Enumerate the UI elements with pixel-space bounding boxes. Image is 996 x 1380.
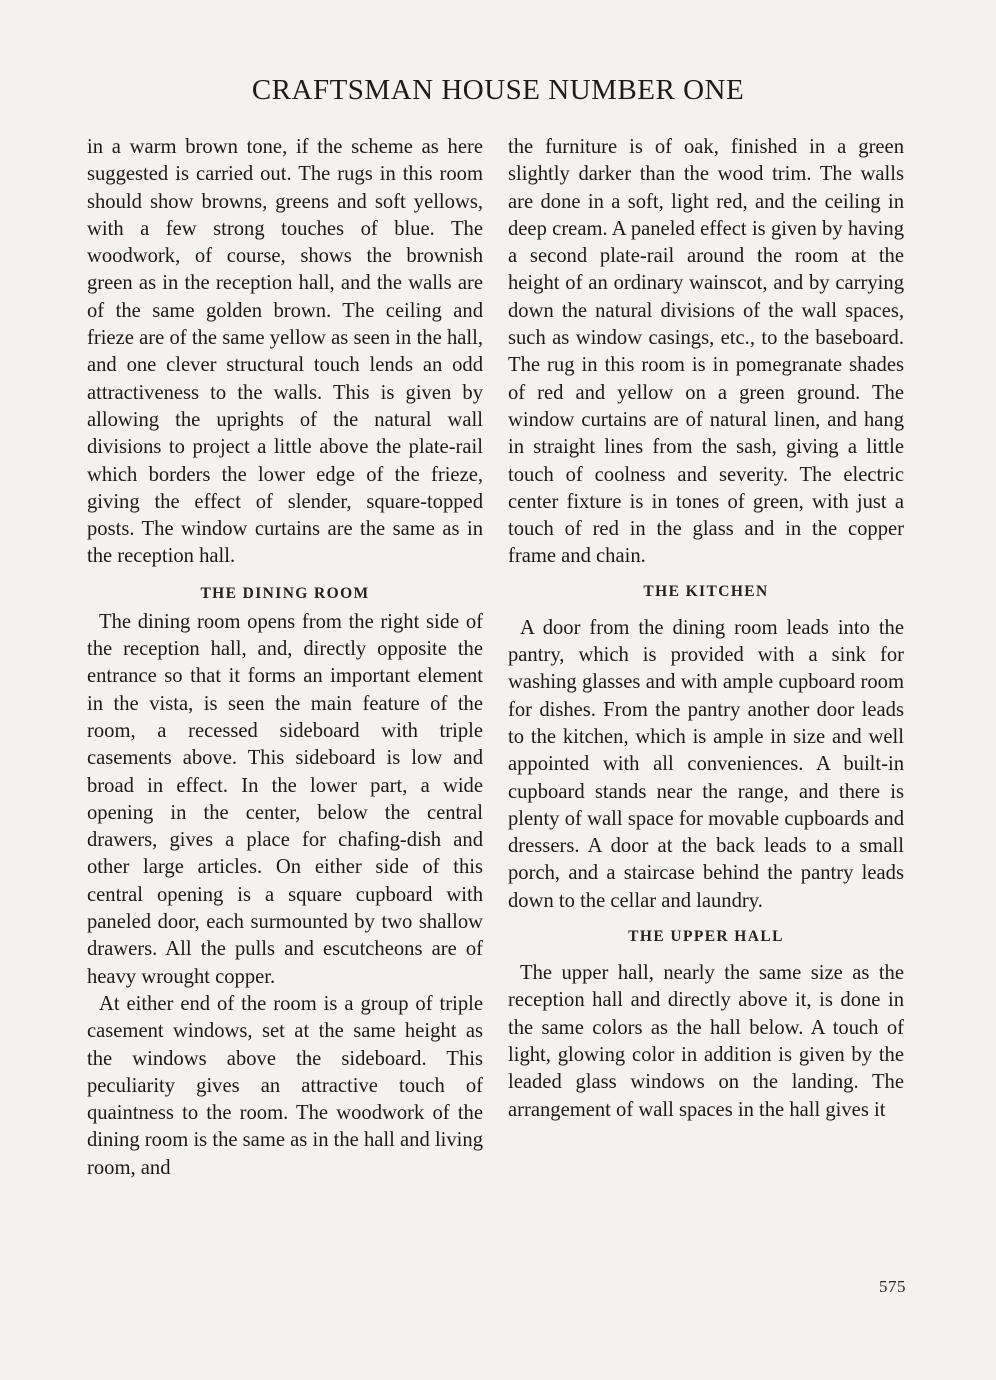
- page-number: 575: [879, 1277, 906, 1296]
- left-column: [87, 134, 483, 1182]
- left-paragraph-living-room: in a warm brown tone, if the scheme as here suggested is carried out. The rugs in this room should show browns, greens and soft yellows, with a few strong touches of blue. The woodwork, of course, shows the brownish green as in the reception hall, and the walls are of the same golden brown. The ceiling and frieze are of the same yellow as seen in the hall, and one clever structural touch lends an odd attractiveness to the walls. This is given by allowing the uprights of the natural wall divisions to project a little above the plate-rail which borders the lower edge of the frieze, giving the effect of slender, square-topped posts. The window curtains are the same as in the reception hall.: [87, 136, 483, 568]
- running-head-title: CRAFTSMAN HOUSE NUMBER ONE: [251, 74, 745, 106]
- heading-upper-hall: THE UPPER HALL: [628, 928, 784, 946]
- heading-kitchen: THE KITCHEN: [643, 582, 769, 600]
- right-column: [508, 134, 904, 1124]
- left-paragraph-dining-room: The dining room opens from the right side of the reception hall, and, directly opposite the entrance so that it forms an important element in the vista, is seen the main feature of the room, a recessed sideboard with triple casements above. This sideboard is low and broad in effect. In the lower part, a wide opening in the center, below the central drawers, gives a place for chafing-dish and other large articles. On either side of this central opening is a square cupboard with paneled door, each surmounted by two shallow drawers. All the pulls and escutcheons are of heavy wrought copper.: [87, 610, 483, 988]
- right-paragraph-furniture: the furniture is of oak, finished in a green slightly darker than the wood trim. The walls are done in a soft, light red, and the ceiling in deep cream. A paneled effect is given by having a second plate-rail around the room at the height of an ordinary wainscot, and by carrying down the natural divisions of the wall spaces, such as window casings, etc., to the baseboard. The rug in this room is in pomegranate shades of red and yellow on a green ground. The window curtains are of natural linen, and hang in straight lines from the sash, giving a little touch of coolness and severity. The electric center fixture is in tones of green, with just a touch of red in the glass and in the copper frame and chain.: [508, 136, 904, 568]
- left-paragraph-casement-windows: At either end of the room is a group of triple casement windows, set at the same height as the windows above the sideboard. This peculiarity gives an attractive touch of quaintness to the room. The woodwork of the dining room is the same as in the hall and living room, and: [87, 992, 483, 1179]
- heading-dining-room: THE DINING ROOM: [200, 584, 370, 602]
- right-paragraph-kitchen: A door from the dining room leads into the pantry, which is provided with a sink for washing glasses and with ample cupboard room for dishes. From the pantry another door leads to the kitchen, which is ample in size and well appointed with all conveniences. A built-in cupboard stands near the range, and there is plenty of wall space for movable cupboards and dressers. A door at the back leads to a small porch, and a staircase behind the pantry leads down to the cellar and laundry.: [508, 616, 904, 912]
- right-paragraph-upper-hall: The upper hall, nearly the same size as the reception hall and directly above it, is done in the same colors as the hall below. A touch of light, glowing color in addition is given by the leaded glass windows on the landing. The arrangement of wall spaces in the hall gives it: [508, 962, 904, 1121]
